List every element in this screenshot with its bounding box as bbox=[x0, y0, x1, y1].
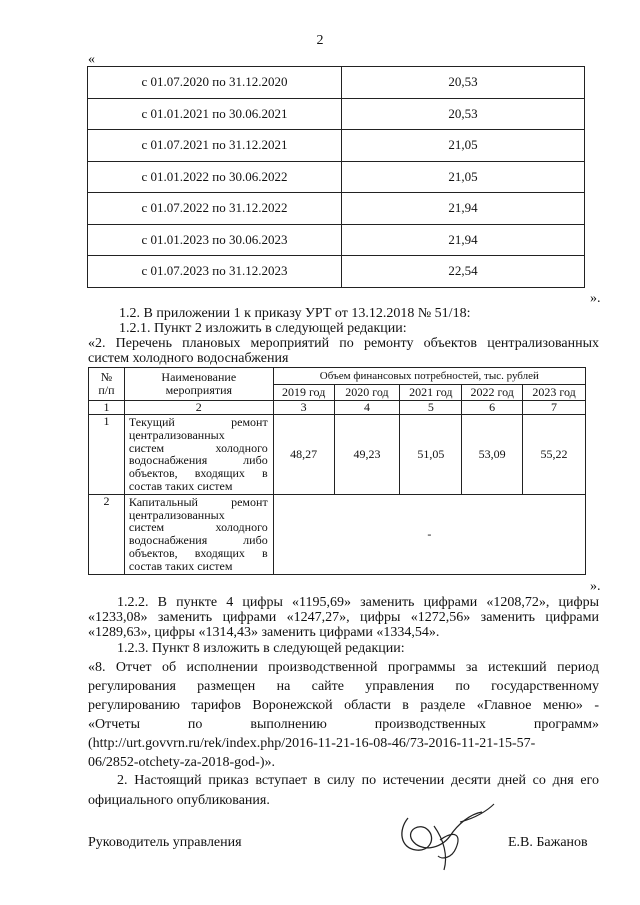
header-name: Наименование bbox=[161, 370, 237, 384]
column-number: 6 bbox=[462, 401, 523, 415]
column-number: 7 bbox=[523, 401, 586, 415]
tariff-period: с 01.01.2021 по 30.06.2021 bbox=[88, 98, 342, 130]
close-quote: ». bbox=[590, 291, 601, 306]
row-name-line: объектов, входящих в bbox=[128, 545, 268, 560]
tariff-value: 22,54 bbox=[342, 256, 585, 288]
column-number: 5 bbox=[400, 401, 462, 415]
paragraph-1-2-3: 1.2.3. Пункт 8 изложить в следующей редакции: bbox=[117, 641, 405, 656]
row-value-merged: - bbox=[273, 494, 585, 574]
row-value: 55,22 bbox=[523, 415, 586, 495]
tariff-period: с 01.07.2021 по 31.12.2021 bbox=[88, 130, 342, 162]
item-8-line: «8. Отчет об исполнении производственной программы за истекший период bbox=[88, 660, 599, 675]
tariff-row bbox=[88, 256, 585, 288]
tariff-period: с 01.07.2022 по 31.12.2022 bbox=[88, 193, 342, 225]
item-8-line: (http://urt.govvrn.ru/rek/index.php/2016-11-21-16-08-46/73-2016-11-21-15-57- bbox=[88, 736, 536, 751]
header-number: п/п bbox=[98, 383, 115, 397]
row-value: 48,27 bbox=[273, 415, 334, 495]
tariff-value: 21,05 bbox=[342, 161, 585, 193]
column-number: 3 bbox=[273, 401, 334, 415]
header-number: № bbox=[100, 370, 113, 384]
tariff-table bbox=[87, 66, 585, 288]
item-8-line: регулированию тарифов Воронежской области в разделе «Главное меню» - bbox=[88, 698, 599, 713]
row-name-line: состав таких систем bbox=[128, 558, 233, 573]
open-quote: « bbox=[88, 52, 95, 67]
column-number: 4 bbox=[334, 401, 400, 415]
row-name bbox=[124, 494, 273, 574]
row-value: 49,23 bbox=[334, 415, 400, 495]
tariff-value: 21,05 bbox=[342, 130, 585, 162]
tariff-value: 20,53 bbox=[342, 67, 585, 99]
row-name-line: состав таких систем bbox=[128, 478, 233, 493]
paragraph-1-2-2-line: «1289,63», цифры «1314,43» заменить цифрами «1334,54». bbox=[88, 625, 440, 640]
row-number: 1 bbox=[89, 415, 125, 495]
header-volume: Объем финансовых потребностей, тыс. рублей bbox=[273, 368, 585, 385]
column-number: 2 bbox=[124, 401, 273, 415]
tariff-row bbox=[88, 161, 585, 193]
column-number: 1 bbox=[89, 401, 125, 415]
tariff-period: с 01.01.2022 по 30.06.2022 bbox=[88, 161, 342, 193]
header-year: 2022 год bbox=[462, 385, 523, 401]
paragraph-2-line: 2. Настоящий приказ вступает в силу по истечении десяти дней со дня его bbox=[117, 773, 599, 788]
close-quote: ». bbox=[590, 579, 601, 594]
tariff-period: с 01.07.2020 по 31.12.2020 bbox=[88, 67, 342, 99]
row-name bbox=[124, 415, 273, 495]
paragraph-1-2: 1.2. В приложении 1 к приказу УРТ от 13.12.2018 № 51/18: bbox=[119, 306, 471, 321]
header-name-cell bbox=[124, 368, 273, 401]
paragraph-2-line: официального опубликования. bbox=[88, 793, 270, 808]
item-8-line: 06/2852-otchety-za-2018-god-)». bbox=[88, 755, 275, 770]
row-name-line: централизованных bbox=[128, 507, 225, 522]
row-number: 2 bbox=[89, 494, 125, 574]
header-year: 2020 год bbox=[334, 385, 400, 401]
page-number: 2 bbox=[316, 33, 324, 48]
tariff-row bbox=[88, 130, 585, 162]
item-2-heading-line: «2. Перечень плановых мероприятий по ремонту объектов централизованных bbox=[88, 336, 599, 351]
row-name-line: объектов, входящих в bbox=[128, 466, 268, 481]
header-name: мероприятия bbox=[165, 383, 233, 397]
tariff-period: с 01.01.2023 по 30.06.2023 bbox=[88, 224, 342, 256]
item-2-heading-line: систем холодного водоснабжения bbox=[88, 351, 289, 366]
tariff-row bbox=[88, 224, 585, 256]
paragraph-1-2-2-line: «1233,08» заменить цифрами «1247,27», цифры «1272,56» заменить цифрами bbox=[88, 610, 599, 625]
paragraph-1-2-2-line: 1.2.2. В пункте 4 цифры «1195,69» заменить цифрами «1208,72», цифры bbox=[117, 595, 599, 610]
row-value: 51,05 bbox=[400, 415, 462, 495]
signer-name: Е.В. Бажанов bbox=[508, 835, 588, 850]
header-year: 2023 год bbox=[523, 385, 586, 401]
row-name-line: Капитальный ремонт bbox=[128, 494, 268, 509]
tariff-row bbox=[88, 98, 585, 130]
tariff-value: 20,53 bbox=[342, 98, 585, 130]
row-name-line: Текущий ремонт bbox=[128, 415, 268, 429]
header-number-cell bbox=[89, 368, 125, 401]
paragraph-1-2-1: 1.2.1. Пункт 2 изложить в следующей редакции: bbox=[119, 321, 407, 336]
row-name-line: систем холодного bbox=[128, 440, 268, 455]
row-name-line: водоснабжения либо bbox=[128, 533, 268, 548]
signature-image bbox=[390, 800, 500, 880]
signer-role: Руководитель управления bbox=[88, 835, 242, 850]
row-value: 53,09 bbox=[462, 415, 523, 495]
item-8-line: регулирования размещен на сайте управления по государственному bbox=[88, 679, 599, 694]
financial-table bbox=[88, 367, 586, 575]
tariff-value: 21,94 bbox=[342, 224, 585, 256]
row-name-line: водоснабжения либо bbox=[128, 453, 268, 468]
tariff-row bbox=[88, 67, 585, 99]
header-year: 2021 год bbox=[400, 385, 462, 401]
tariff-row bbox=[88, 193, 585, 225]
row-name-line: систем холодного bbox=[128, 520, 268, 535]
item-8-line: «Отчеты по выполнению производственных программ» bbox=[88, 717, 599, 732]
tariff-period: с 01.07.2023 по 31.12.2023 bbox=[88, 256, 342, 288]
tariff-value: 21,94 bbox=[342, 193, 585, 225]
row-name-line: централизованных bbox=[128, 427, 225, 442]
header-year: 2019 год bbox=[273, 385, 334, 401]
